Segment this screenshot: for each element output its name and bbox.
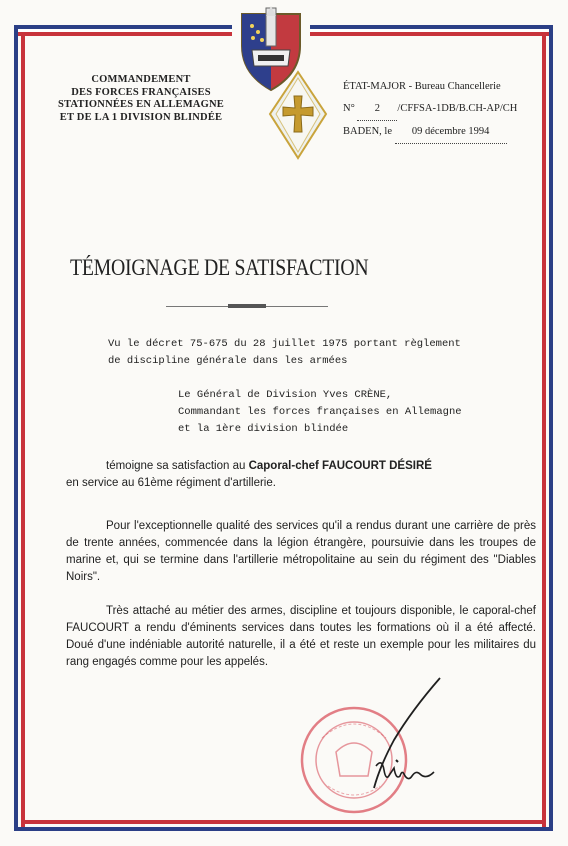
decree-line-1: Vu le décret 75-675 du 28 juillet 1975 portant règlement xyxy=(108,338,461,350)
office-line: ÉTAT-MAJOR - Bureau Chancellerie xyxy=(343,81,501,92)
command-line-2: DES FORCES FRANÇAISES xyxy=(71,86,211,98)
number-label: N° xyxy=(343,103,355,114)
satisfaction-prefix: témoigne sa satisfaction au xyxy=(106,460,249,472)
document-title: TÉMOIGNAGE DE SATISFACTION xyxy=(70,255,369,280)
border-blue-bottom xyxy=(14,827,553,831)
border-blue-right xyxy=(549,25,553,831)
number-value: 2 xyxy=(357,98,397,121)
command-line-1: COMMANDEMENT xyxy=(91,74,191,85)
issue-date: 09 décembre 1994 xyxy=(395,121,507,144)
command-line-4: ET DE LA 1 DIVISION BLINDÉE xyxy=(59,111,223,123)
place-label: BADEN, le xyxy=(343,126,392,137)
signature-icon xyxy=(340,670,450,800)
title-underline-dash xyxy=(228,304,266,308)
border-red-left xyxy=(21,32,25,831)
citation-paragraph-1: Pour l'exceptionnelle qualité des services qu'il a rendus durant une carrière de près de trente années, commencée dans la légion étrangère, poursuivie dans les troupes de marine et, qui se termine dans l'artillerie métropolitaine au sein du régiment des "Diables Noirs". xyxy=(66,520,536,583)
date-line xyxy=(343,121,543,144)
general-line-2: Commandant les forces françaises en Allemagne xyxy=(178,406,462,418)
number-line xyxy=(343,98,543,121)
satisfaction-line-1 xyxy=(66,458,536,475)
decree-reference xyxy=(108,336,528,370)
border-red-right xyxy=(542,32,546,831)
reference-code: /CFFSA-1DB/B.CH-AP/CH xyxy=(397,103,518,114)
general-block xyxy=(178,387,538,438)
cross-badge-icon xyxy=(268,70,328,160)
command-line-3: STATIONNÉES EN ALLEMAGNE xyxy=(57,99,225,110)
general-line-3: et la 1ère division blindée xyxy=(178,423,349,435)
border-blue-left xyxy=(14,25,18,831)
satisfaction-line-2: en service au 61ème régiment d'artillerie. xyxy=(66,477,276,489)
reference-block xyxy=(343,76,543,144)
recipient-name: Caporal-chef FAUCOURT DÉSIRÉ xyxy=(248,460,432,472)
citation-paragraph-2: Très attaché au métier des armes, discipline et toujours disponible, le caporal-chef FAUCOURT a rendu d'éminents services dans toutes les formations où il a été affecté. Doué d'une indéniable autorité naturelle, il a été et reste un exemple pour les militaires du rang engagés comme pour les appelés. xyxy=(66,605,536,668)
satisfaction-statement xyxy=(66,458,536,492)
issuing-command xyxy=(46,74,236,124)
border-red-bottom xyxy=(21,820,546,824)
general-line-1: Le Général de Division Yves CRÈNE, xyxy=(178,389,393,401)
decree-line-2: de discipline générale dans les armées xyxy=(108,355,348,367)
